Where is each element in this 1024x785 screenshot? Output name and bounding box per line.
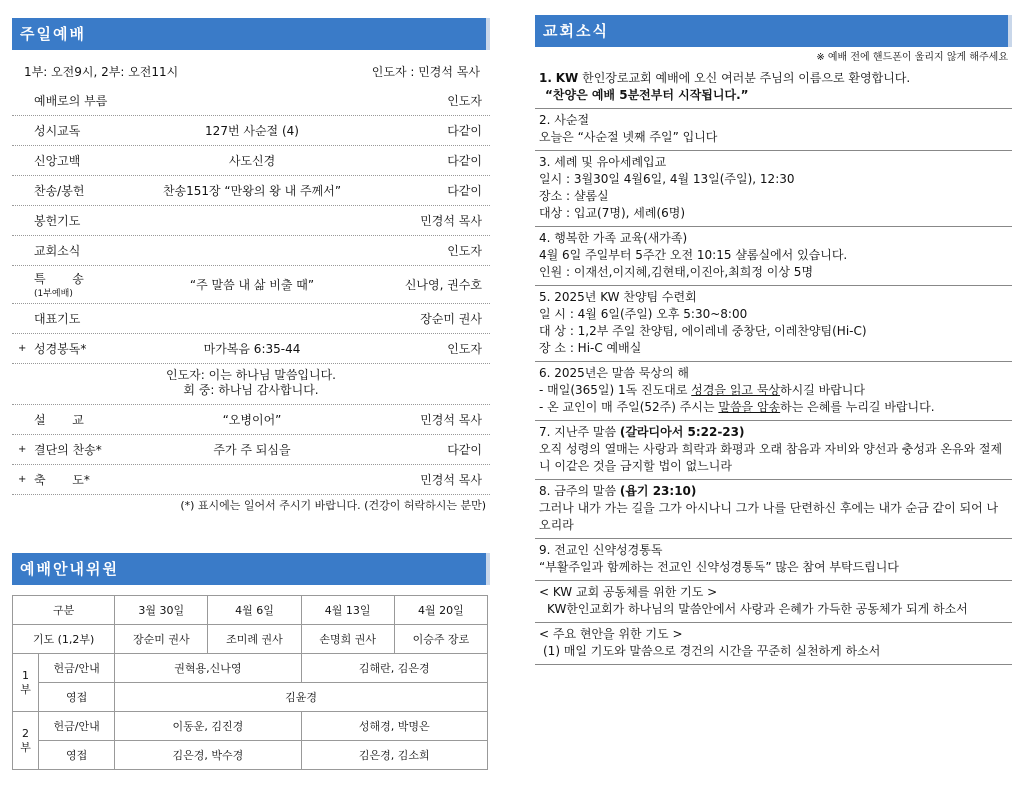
order-name: 봉헌기도 bbox=[34, 214, 81, 228]
order-detail: 주가 주 되심을 bbox=[213, 443, 291, 457]
table-cell: 3월 30일 bbox=[115, 596, 208, 625]
order-name: 신앙고백 bbox=[34, 154, 81, 168]
table-cell: 4월 20일 bbox=[394, 596, 487, 625]
order-row bbox=[12, 206, 490, 236]
item-line: 대상 : 입교(7명), 세례(6명) bbox=[539, 206, 686, 220]
item-title: 5. 2025년 KW 찬양팀 수련회 bbox=[539, 290, 697, 304]
duty-title: 예배안내위원 bbox=[12, 553, 490, 585]
worship-title: 주일예배 bbox=[12, 18, 490, 50]
table-cell: 이동운, 김진경 bbox=[115, 712, 301, 741]
order-leader: 다같이 bbox=[447, 443, 482, 457]
worship-order bbox=[12, 86, 490, 364]
response-reading bbox=[12, 364, 490, 405]
order-leader: 인도자 bbox=[447, 342, 482, 356]
item-line: - 온 교인이 매 주일(52주) 주시는 bbox=[539, 400, 719, 414]
news-item-6 bbox=[535, 362, 1012, 421]
order-row bbox=[12, 146, 490, 176]
table-row bbox=[13, 625, 488, 654]
item-title: 한인장로교회 예배에 오신 여러분 주님의 이름으로 환영합니다. bbox=[578, 71, 911, 85]
table-cell: 구분 bbox=[13, 596, 115, 625]
order-row bbox=[12, 116, 490, 146]
news-item-3 bbox=[535, 151, 1012, 227]
table-cell bbox=[13, 654, 39, 712]
order-leader: 인도자 bbox=[447, 244, 482, 258]
item-title: 4. 행복한 가족 교육(새가족) bbox=[539, 231, 688, 245]
item-line: 하시길 바랍니다 bbox=[780, 383, 865, 397]
order-row bbox=[12, 435, 490, 465]
order-leader: 민경석 목사 bbox=[420, 413, 482, 427]
table-cell: 권혁용,신나영 bbox=[115, 654, 301, 683]
order-detail: 마가복음 6:35-44 bbox=[203, 342, 301, 356]
table-cell: 영접 bbox=[39, 683, 115, 712]
scripture-text: 오직 성령의 열매는 사랑과 희락과 화평과 오래 참음과 자비와 양선과 충성과 온유와 절제니 이같은 것을 금지할 법이 없느니라 bbox=[539, 442, 1003, 473]
item-line: “부활주일과 함께하는 전교인 신약성경통독” 많은 참여 부탁드립니다 bbox=[539, 560, 899, 574]
quote-part: 분전부터 시작됩니다.” bbox=[627, 88, 749, 102]
item-line: 4월 6일 주일부터 5주간 오전 10:15 샬롬실에서 있습니다. bbox=[539, 248, 848, 262]
table-cell: 이승주 장로 bbox=[394, 625, 487, 654]
order-row bbox=[12, 266, 490, 304]
item-title-bold: KW bbox=[555, 71, 579, 85]
order-row bbox=[12, 405, 490, 435]
order-name: 찬송/봉헌 bbox=[34, 184, 85, 198]
order-leader: 장순미 권사 bbox=[420, 312, 482, 326]
order-leader: 신나영, 권수호 bbox=[404, 278, 482, 292]
order-name: 특 송 bbox=[34, 272, 84, 286]
order-leader: 민경석 목사 bbox=[420, 214, 482, 228]
order-name: 교회소식 bbox=[34, 244, 81, 258]
order-name: 결단의 찬송* bbox=[34, 443, 102, 457]
response-congregation: 회 중: 하나님 감사합니다. bbox=[183, 383, 319, 397]
table-cell: 조미례 권사 bbox=[208, 625, 301, 654]
order-leader: 인도자 bbox=[447, 94, 482, 108]
news-column bbox=[535, 0, 1012, 665]
item-title: 6. 2025년은 말씀 묵상의 해 bbox=[539, 366, 689, 380]
item-line: 인원 : 이재선,이지혜,김현태,이진아,최희정 이상 5명 bbox=[539, 265, 814, 279]
table-row bbox=[13, 654, 488, 683]
item-line: 일 시 : 4월 6일(주일) 오후 5:30~8:00 bbox=[539, 307, 748, 321]
item-line: 하는 은혜를 누리길 바랍니다. bbox=[780, 400, 935, 414]
order-detail: 127번 사순절 (4) bbox=[205, 124, 299, 138]
prayer-title: < KW 교회 공동체를 위한 기도 > bbox=[539, 585, 718, 599]
table-row bbox=[13, 683, 488, 712]
phone-note: ※ 예배 전에 핸드폰이 울리지 않게 해주세요 bbox=[816, 52, 1008, 63]
item-line: 장 소 : Hi-C 예배실 bbox=[539, 341, 642, 355]
svc1-label: 1부 bbox=[20, 668, 31, 696]
table-cell: 김해란, 김은경 bbox=[301, 654, 487, 683]
order-name: 성경봉독* bbox=[34, 342, 87, 356]
table-cell: 기도 (1,2부) bbox=[13, 625, 115, 654]
svc2-label: 2부 bbox=[20, 726, 31, 754]
worship-column bbox=[12, 0, 490, 770]
table-cell: 영접 bbox=[39, 741, 115, 770]
table-cell: 성해경, 박명은 bbox=[301, 712, 487, 741]
order-sub: (1부예배) bbox=[34, 289, 73, 299]
order-leader: 민경석 목사 bbox=[420, 473, 482, 487]
table-cell: 김은경, 박수경 bbox=[115, 741, 301, 770]
news-item-8 bbox=[535, 480, 1012, 539]
order-detail: 찬송151장 “만왕의 왕 내 주께서” bbox=[162, 184, 342, 198]
stand-marker: + bbox=[18, 343, 27, 354]
table-row bbox=[13, 596, 488, 625]
order-leader: 다같이 bbox=[447, 184, 482, 198]
item-title: 9. 전교인 신약성경통독 bbox=[539, 543, 663, 557]
order-row bbox=[12, 86, 490, 116]
quote-part: “찬양은 예배 bbox=[545, 88, 620, 102]
table-cell: 손명희 권사 bbox=[301, 625, 394, 654]
news-item-5 bbox=[535, 286, 1012, 362]
order-row bbox=[12, 465, 490, 495]
table-cell: 헌금/안내 bbox=[39, 654, 115, 683]
prayer-title: < 주요 현안을 위한 기도 > bbox=[539, 627, 683, 641]
item-line: 일시 : 3월30일 4월6일, 4월 13일(주일), 12:30 bbox=[539, 172, 795, 186]
order-row bbox=[12, 236, 490, 266]
order-detail: “주 말씀 내 삶 비출 때” bbox=[189, 278, 315, 292]
item-title: 7. 지난주 말씀 bbox=[539, 425, 620, 439]
order-name: 성시교독 bbox=[34, 124, 81, 138]
prayer-issues bbox=[535, 623, 1012, 665]
duty-table bbox=[12, 595, 488, 770]
order-row bbox=[12, 304, 490, 334]
news-item-9 bbox=[535, 539, 1012, 581]
service-times: 1부: 오전9시, 2부: 오전11시 bbox=[24, 65, 179, 79]
scripture-ref: (욥기 23:10) bbox=[619, 484, 697, 498]
table-cell: 김은경, 김소희 bbox=[301, 741, 487, 770]
prayer-line: KW한인교회가 하나님의 말씀안에서 사랑과 은혜가 가득한 공동체가 되게 하소서 bbox=[547, 602, 968, 616]
item-line: - 매일(365일) 1독 진도대로 bbox=[539, 383, 692, 397]
stand-marker: + bbox=[18, 474, 27, 485]
news-title: 교회소식 bbox=[535, 15, 1012, 47]
prayer-line: (1) 매일 기도와 말씀으로 경건의 시간을 꾸준히 실천하게 하소서 bbox=[543, 644, 881, 658]
item-title: 2. 사순절 bbox=[539, 113, 590, 127]
news-item-7 bbox=[535, 421, 1012, 480]
table-cell: 헌금/안내 bbox=[39, 712, 115, 741]
response-leader: 인도자: 이는 하나님 말씀입니다. bbox=[166, 368, 336, 382]
order-name: 예배로의 부름 bbox=[34, 94, 108, 108]
table-cell: 4월 13일 bbox=[301, 596, 394, 625]
item-number: 1. bbox=[539, 71, 552, 85]
item-line: 오늘은 “사순절 넷째 주일” 입니다 bbox=[539, 130, 718, 144]
table-cell bbox=[13, 712, 39, 770]
item-line: 장소 : 샬롬실 bbox=[539, 189, 609, 203]
order-row bbox=[12, 334, 490, 364]
standing-note: (*) 표시에는 일어서 주시기 바랍니다. (건강이 허락하시는 분만) bbox=[180, 499, 486, 512]
table-cell: 장순미 권사 bbox=[115, 625, 208, 654]
worship-order-2 bbox=[12, 405, 490, 495]
order-name: 설 교 bbox=[34, 413, 84, 427]
news-item-2 bbox=[535, 109, 1012, 151]
service-leader: 인도자 : 민경석 목사 bbox=[371, 65, 480, 79]
order-leader: 다같이 bbox=[447, 154, 482, 168]
order-name: 축 도* bbox=[34, 473, 90, 487]
order-detail: 사도신경 bbox=[228, 154, 276, 168]
order-name: 대표기도 bbox=[34, 312, 81, 326]
prayer-community bbox=[535, 581, 1012, 623]
underlined-text: 성경을 읽고 묵상 bbox=[691, 383, 781, 397]
news-item-1 bbox=[535, 67, 1012, 109]
item-title: 3. 세례 및 유아세례입교 bbox=[539, 155, 667, 169]
quote-part: 5 bbox=[619, 88, 628, 102]
stand-marker: + bbox=[18, 444, 27, 455]
table-cell: 김윤경 bbox=[115, 683, 488, 712]
item-title: 8. 금주의 말씀 bbox=[539, 484, 620, 498]
news-item-4 bbox=[535, 227, 1012, 286]
order-leader: 다같이 bbox=[447, 124, 482, 138]
scripture-text: 그러나 내가 가는 길을 그가 아시나니 그가 나를 단련하신 후에는 내가 순금 같이 되어 나오리라 bbox=[539, 501, 999, 532]
table-row bbox=[13, 712, 488, 741]
underlined-text: 말씀을 암송 bbox=[718, 400, 781, 414]
order-row bbox=[12, 176, 490, 206]
table-cell: 4월 6일 bbox=[208, 596, 301, 625]
order-detail: “오병이어” bbox=[222, 413, 282, 427]
table-row bbox=[13, 741, 488, 770]
item-line: 대 상 : 1,2부 주일 찬양팀, 에이레네 중창단, 이레찬양팀(Hi-C) bbox=[539, 324, 867, 338]
scripture-ref: (갈라디아서 5:22-23) bbox=[619, 425, 745, 439]
service-header bbox=[12, 58, 490, 86]
